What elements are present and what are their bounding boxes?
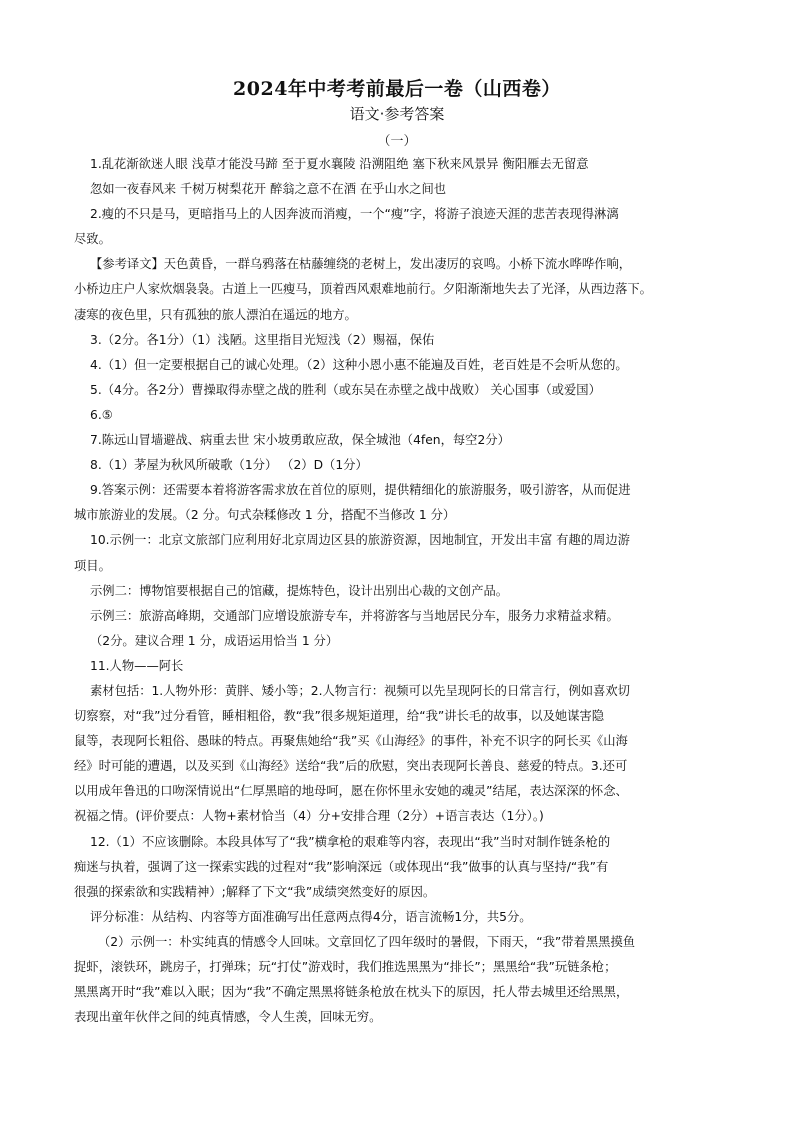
text-line: 9.答案示例：还需要本着将游客需求放在首位的原则，提供精细化的旅游服务，吸引游客，从而促进 bbox=[90, 483, 631, 498]
text-line: 忽如一夜春风来 千树万树梨花开 醉翁之意不在酒 在乎山水之间也 bbox=[90, 182, 447, 197]
text-line: 2.瘦的不只是马，更暗指马上的人因奔波而消瘦，一个“瘦”字，将游子浪迹天涯的悲苦表现得淋漓 bbox=[90, 207, 619, 222]
text-line: 1.乱花渐欲迷人眼 浅草才能没马蹄 至于夏水襄陵 沿溯阻绝 塞下秋来风景异 衡阳雁去无留意 bbox=[90, 157, 589, 171]
text-line: 尽致。 bbox=[74, 232, 111, 247]
text-line: 4.（1）但一定要根据自己的诚心处理。（2）这种小恩小惠不能遍及百姓，老百姓是不会听从您的。 bbox=[90, 357, 628, 372]
section-number: （一） bbox=[377, 134, 417, 149]
text-line: 捉虾，滚铁环，跳房子，打弹珠；玩“打仗”游戏时，我们推选黑黑为“排长”；黑黑给“我”玩链条枪； bbox=[74, 960, 617, 974]
text-line: 8.（1）茅屋为秋风所破歌（1分） （2）D（1分） bbox=[90, 458, 368, 473]
text-line: 经》时可能的遭遇，以及买到《山海经》送给“我”后的欣慰，突出表现阿长善良、慈爱的特点。3.还可 bbox=[74, 759, 628, 774]
text-line: 示例二：博物馆要根据自己的馆藏，提炼特色，设计出别出心裁的文创产品。 bbox=[90, 583, 509, 598]
document-subtitle: 语文·参考答案 bbox=[349, 105, 445, 123]
answer-body bbox=[74, 152, 726, 1030]
text-line: 很强的探索欲和实践精神）;解释了下文“我”成绩突然变好的原因。 bbox=[74, 884, 436, 899]
text-line: 6.⑤ bbox=[90, 407, 113, 422]
text-line: 小桥边庄户人家炊烟袅袅。古道上一匹瘦马，顶着西风艰难地前行。夕阳渐渐地失去了光泽，从西边落下。 bbox=[74, 282, 652, 297]
text-line: 切察察，对“我”过分看管，睡相粗俗，教“我”很多规矩道理，给“我”讲长毛的故事，以及她谋害隐 bbox=[74, 709, 605, 724]
text-line: （2分。建议合理 1 分，成语运用恰当 1 分） bbox=[90, 633, 339, 648]
text-line: 3.（2分。各1分）（1）浅陋。这里指目光短浅（2）赐福，保佑 bbox=[90, 332, 435, 347]
text-line: 12.（1）不应该删除。本段具体写了“我”横拿枪的艰难等内容，表现出“我”当时对制作链条枪的 bbox=[90, 834, 611, 849]
text-line: 7.陈远山冒墙避战、病重去世 宋小坡勇敢应敌，保全城池（4fen，每空2分） bbox=[90, 433, 510, 448]
text-line: 痴迷与执着，强调了这一探索实践的过程对“我”影响深远（或体现出“我”做事的认真与坚持/“我”有 bbox=[74, 859, 609, 874]
text-line: 凄寒的夜色里，只有孤独的旅人漂泊在遥远的地方。 bbox=[74, 307, 357, 322]
text-line: 以用成年鲁迅的口吻深情说出“仁厚黑暗的地母呵，愿在你怀里永安她的魂灵”结尾，表达深深的怀念、 bbox=[74, 784, 628, 799]
text-line: 【参考译文】天色黄昏，一群乌鸦落在枯藤缠绕的老树上，发出凄厉的哀鸣。小桥下流水哗哗作响， bbox=[90, 257, 632, 272]
text-line: 示例三：旅游高峰期，交通部门应增设旅游专车，并将游客与当地居民分车，服务力求精益求精。 bbox=[90, 608, 619, 623]
text-line: 10.示例一：北京文旅部门应利用好北京周边区县的旅游资源，因地制宜，开发出丰富 有趣的周边游 bbox=[90, 533, 630, 548]
document-title: 2024年中考考前最后一卷（山西卷） bbox=[233, 78, 561, 100]
text-line: 鼠等，表现阿长粗俗、愚昧的特点。再聚焦她给“我”买《山海经》的事件，补充不识字的阿长买《山海 bbox=[74, 734, 628, 749]
text-line: 评分标准：从结构、内容等方面准确写出任意两点得4分，语言流畅1分，共5分。 bbox=[90, 909, 532, 924]
text-line: 城市旅游业的发展。（2 分。句式杂糅修改 1 分，搭配不当修改 1 分） bbox=[74, 508, 456, 523]
text-line: 5.（4分。各2分）曹操取得赤壁之战的胜利（或东吴在赤壁之战中战败） 关心国事（或爱国） bbox=[90, 382, 601, 397]
text-line: 表现出童年伙伴之间的纯真情感，令人生羡，回味无穷。 bbox=[74, 1010, 382, 1025]
text-line: 素材包括：1.人物外形：黄胖、矮小等；2.人物言行：视频可以先呈现阿长的日常言行，例如喜欢切 bbox=[90, 683, 630, 698]
text-line: 项目。 bbox=[74, 558, 111, 573]
text-line: （2）示例一：朴实纯真的情感令人回味。文章回忆了四年级时的暑假，下雨天，“我”带着黑黑摸鱼 bbox=[98, 934, 636, 949]
text-line: 黑黑离开时“我”难以入眠；因为“我”不确定黑黑将链条枪放在枕头下的原因，托人带去城里还给黑黑， bbox=[74, 985, 629, 1000]
text-line: 11.人物——阿长 bbox=[90, 658, 184, 673]
text-line: 祝福之情。(评价要点：人物+素材恰当（4）分+安排合理（2分）+语言表达（1分）。) bbox=[74, 809, 544, 824]
